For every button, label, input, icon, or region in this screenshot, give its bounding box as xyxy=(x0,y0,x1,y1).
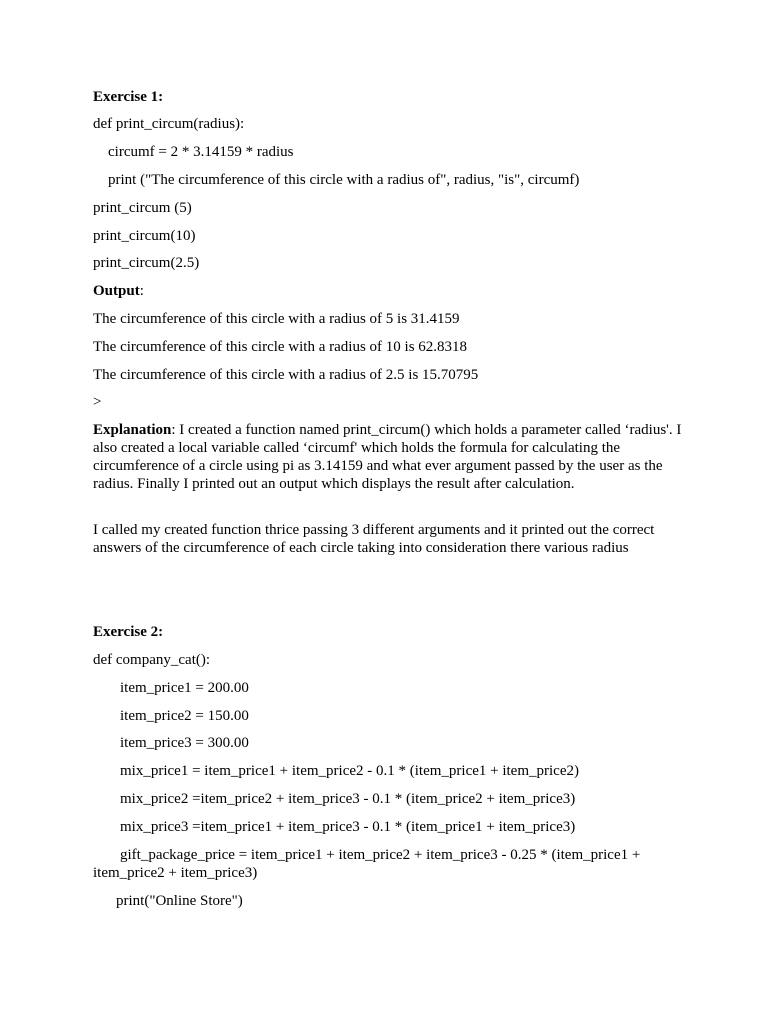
code-line-continuation: item_price2 + item_price3) xyxy=(93,865,258,881)
code-line: mix_price3 =item_price1 + item_price3 - 0.1 * (item_price1 + item_price3) xyxy=(120,819,576,835)
code-line: item_price1 = 200.00 xyxy=(120,680,249,696)
code-line: mix_price1 = item_price1 + item_price2 - 0.1 * (item_price1 + item_price2) xyxy=(120,763,579,779)
output-prompt: > xyxy=(93,394,102,410)
code-line: print_circum(10) xyxy=(93,228,196,244)
code-line: print_circum (5) xyxy=(93,200,192,216)
code-line: gift_package_price = item_price1 + item_price2 + item_price3 - 0.25 * (item_price1 + xyxy=(120,847,641,863)
code-line: print_circum(2.5) xyxy=(93,255,200,271)
exercise1-heading: Exercise 1: xyxy=(93,89,164,105)
code-line: item_price3 = 300.00 xyxy=(120,735,249,751)
summary-paragraph: I called my created function thrice passing 3 different arguments and it printed out the correct answers of the circumference of each circle taking into consideration there various radius xyxy=(93,522,655,556)
output-line: The circumference of this circle with a radius of 5 is 31.4159 xyxy=(93,311,460,327)
output-line: The circumference of this circle with a radius of 2.5 is 15.70795 xyxy=(93,367,479,383)
code-line: def company_cat(): xyxy=(93,652,211,668)
code-line: mix_price2 =item_price2 + item_price3 - 0.1 * (item_price2 + item_price3) xyxy=(120,791,576,807)
output-line: The circumference of this circle with a radius of 10 is 62.8318 xyxy=(93,339,468,355)
explanation-paragraph: Explanation: I created a function named print_circum() which holds a parameter called ‘radius'. I also created a local variable called ‘circumf' which holds the formula for calculating the circumference of a circle using pi as 3.14159 and what ever argument passed by the user as the radius. Finally I printed out an output which displays the result after calculation. xyxy=(93,422,682,492)
output-label: Output: xyxy=(93,283,144,299)
code-line: def print_circum(radius): xyxy=(93,116,245,132)
code-line: item_price2 = 150.00 xyxy=(120,708,249,724)
code-line: print("Online Store") xyxy=(116,893,243,909)
exercise2-heading: Exercise 2: xyxy=(93,624,164,640)
code-line: print ("The circumference of this circle with a radius of", radius, "is", circumf) xyxy=(108,172,580,188)
code-line: circumf = 2 * 3.14159 * radius xyxy=(108,144,294,160)
